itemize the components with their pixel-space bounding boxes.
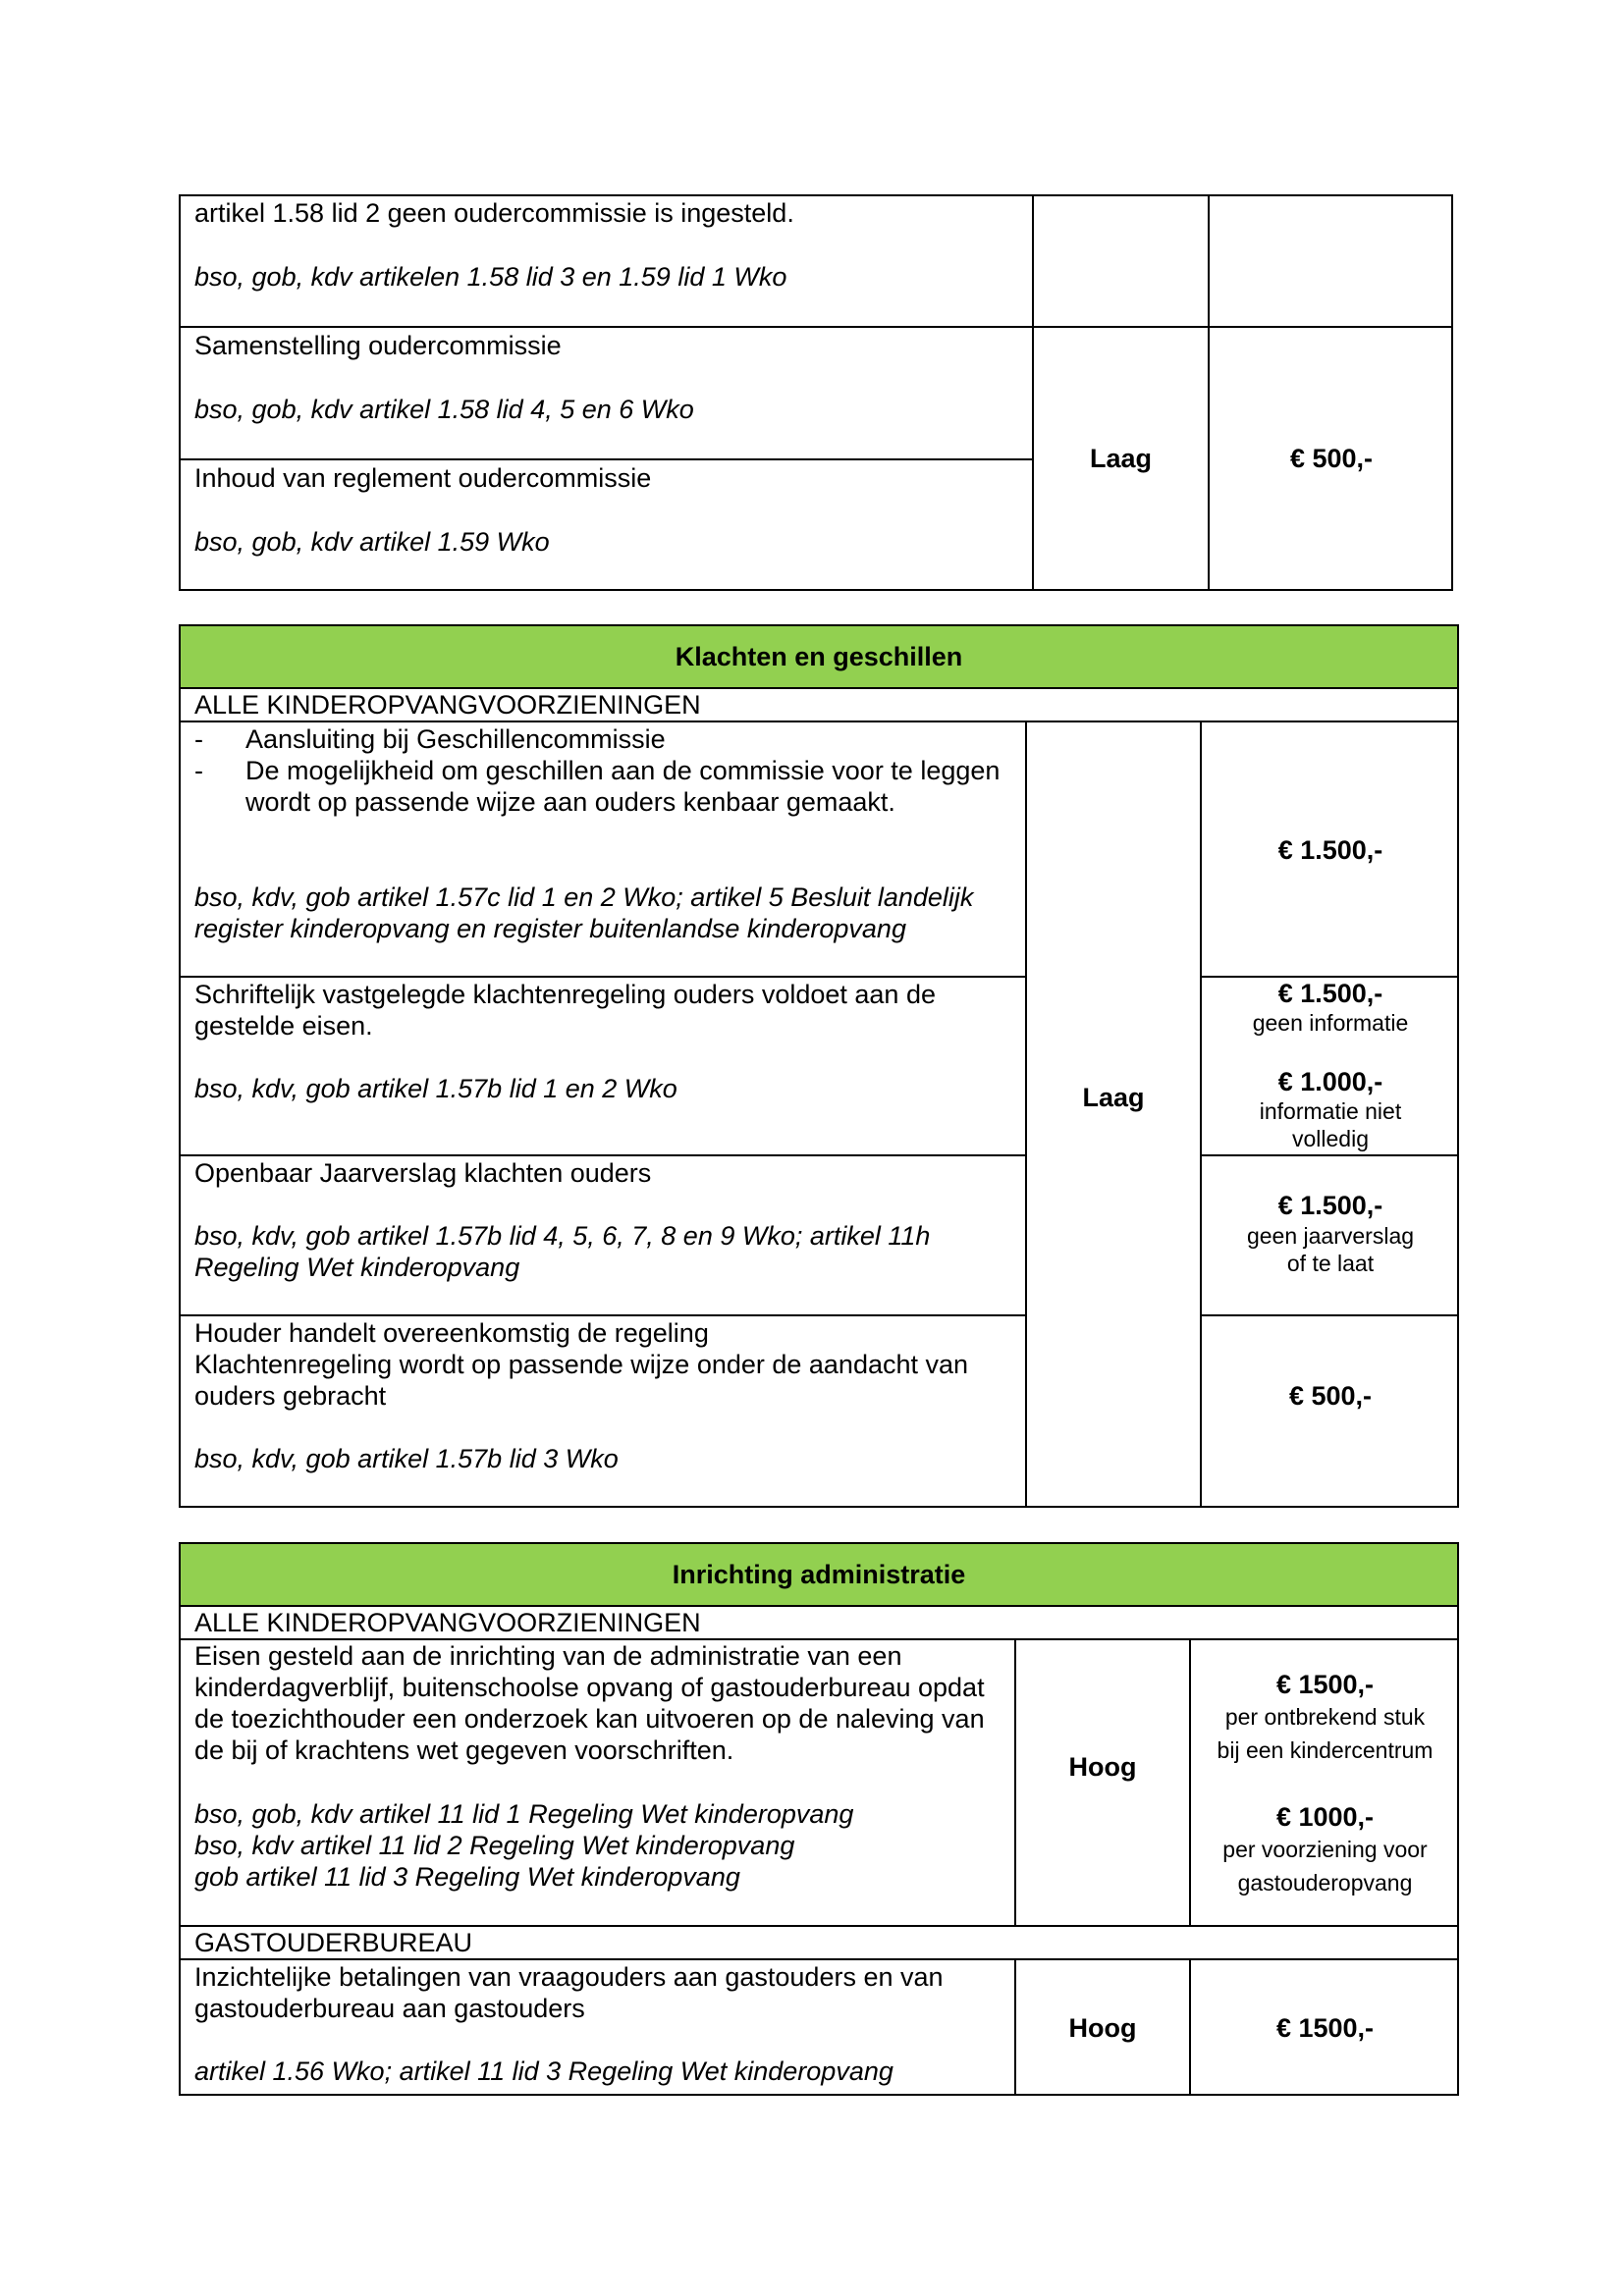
fine-amount: € 1500,- — [1275, 1670, 1375, 1699]
fine-note: gastouderopvang — [1237, 1870, 1413, 1896]
fine-amount: € 1000,- — [1275, 1802, 1375, 1832]
row-text: Samenstelling oudercommissie — [194, 331, 562, 360]
fine-note: per ontbrekend stuk — [1224, 1704, 1426, 1730]
section-header: Klachten en geschillen — [675, 642, 963, 671]
legal-reference: bso, kdv artikel 11 lid 2 Regeling Wet kinderopvang — [194, 1831, 795, 1860]
row-text: Inhoud van reglement oudercommissie — [194, 463, 652, 493]
risk-level: Laag — [1082, 1083, 1145, 1112]
row-divider — [179, 1958, 1459, 1960]
bullet-item: - Aansluiting bij Geschillencommissie — [194, 723, 1009, 755]
fine-note: geen informatie — [1252, 1010, 1409, 1036]
row-divider — [179, 1314, 1025, 1316]
risk-level: Hoog — [1068, 1752, 1137, 1782]
risk-level: Laag — [1089, 444, 1153, 473]
risk-level: Hoog — [1068, 2013, 1137, 2043]
fine-amount: € 500,- — [1289, 444, 1374, 473]
bullet-item: - De mogelijkheid om geschillen aan de commissie voor te leggen wordt op passende wijze aan ouders kenbaar gemaakt. — [194, 755, 1009, 818]
legal-reference: bso, gob, kdv artikel 1.59 Wko — [194, 527, 550, 557]
row-text: artikel 1.58 lid 2 geen oudercommissie is ingesteld. — [194, 198, 794, 228]
legal-reference: bso, gob, kdv artikel 1.58 lid 4, 5 en 6 Wko — [194, 395, 694, 424]
fine-amount: € 1.000,- — [1277, 1067, 1383, 1096]
legal-reference: bso, kdv, gob artikel 1.57b lid 4, 5, 6, 7, 8 en 9 Wko; artikel 11h Regeling Wet kinderopvang — [194, 1221, 931, 1282]
row-divider — [179, 721, 1459, 722]
col-divider — [1208, 194, 1210, 591]
section-header: Inrichting administratie — [672, 1560, 966, 1589]
row-text: Openbaar Jaarverslag klachten ouders — [194, 1158, 652, 1188]
col-divider — [1032, 194, 1034, 591]
fine-amount: € 500,- — [1288, 1381, 1373, 1411]
row-divider — [1200, 1314, 1459, 1316]
col-divider — [1025, 721, 1027, 1508]
row-text: Eisen gesteld aan de inrichting van de administratie van een kinderdagverblijf, buitenschoolse opvang of gastouderbureau opdat de toezichthouder een onderzoek kan uitvoeren op de naleving van de bij of krachtens wet gegeven voorschriften. — [194, 1641, 985, 1765]
fine-amount: € 1500,- — [1275, 2013, 1375, 2043]
fine-note: geen jaarverslag — [1246, 1223, 1415, 1249]
legal-reference: artikel 1.56 Wko; artikel 11 lid 3 Regeling Wet kinderopvang — [194, 2056, 893, 2086]
category-label: GASTOUDERBUREAU — [194, 1928, 473, 1957]
row-text: Houder handelt overeenkomstig de regeling — [194, 1318, 709, 1348]
row-text: Klachtenregeling wordt op passende wijze onder de aandacht van ouders gebracht — [194, 1350, 969, 1411]
row-divider — [179, 326, 1453, 328]
row-divider — [179, 1154, 1025, 1156]
legal-reference: bso, kdv, gob artikel 1.57c lid 1 en 2 Wko; artikel 5 Besluit landelijk register kinderopvang en register buitenlandse kinderopvang — [194, 882, 974, 943]
fine-note: per voorziening voor — [1222, 1837, 1428, 1862]
fine-note: volledig — [1292, 1126, 1369, 1151]
legal-reference: bso, gob, kdv artikel 11 lid 1 Regeling Wet kinderopvang — [194, 1799, 854, 1829]
legal-reference: bso, gob, kdv artikelen 1.58 lid 3 en 1.59 lid 1 Wko — [194, 262, 787, 292]
bullet-list — [194, 723, 1009, 818]
row-divider — [179, 976, 1025, 978]
fine-amount: € 1.500,- — [1277, 835, 1383, 865]
row-text: Inzichtelijke betalingen van vraagouders aan gastouders en van gastouderbureau aan gastouders — [194, 1962, 944, 2023]
legal-reference: gob artikel 11 lid 3 Regeling Wet kinderopvang — [194, 1862, 740, 1892]
fine-note: bij een kindercentrum — [1217, 1737, 1434, 1763]
category-label: ALLE KINDEROPVANGVOORZIENINGEN — [194, 1608, 701, 1637]
fine-amount: € 1.500,- — [1277, 979, 1383, 1008]
fine-note: informatie niet — [1259, 1098, 1402, 1124]
row-divider — [1200, 1154, 1459, 1156]
fine-amount: € 1.500,- — [1277, 1191, 1383, 1220]
fine-note: of te laat — [1286, 1251, 1375, 1276]
legal-reference: bso, kdv, gob artikel 1.57b lid 1 en 2 Wko — [194, 1074, 677, 1103]
legal-reference: bso, kdv, gob artikel 1.57b lid 3 Wko — [194, 1444, 619, 1473]
row-text: Schriftelijk vastgelegde klachtenregeling ouders voldoet aan de gestelde eisen. — [194, 980, 936, 1041]
category-label: ALLE KINDEROPVANGVOORZIENINGEN — [194, 690, 701, 720]
row-divider — [179, 458, 1033, 460]
